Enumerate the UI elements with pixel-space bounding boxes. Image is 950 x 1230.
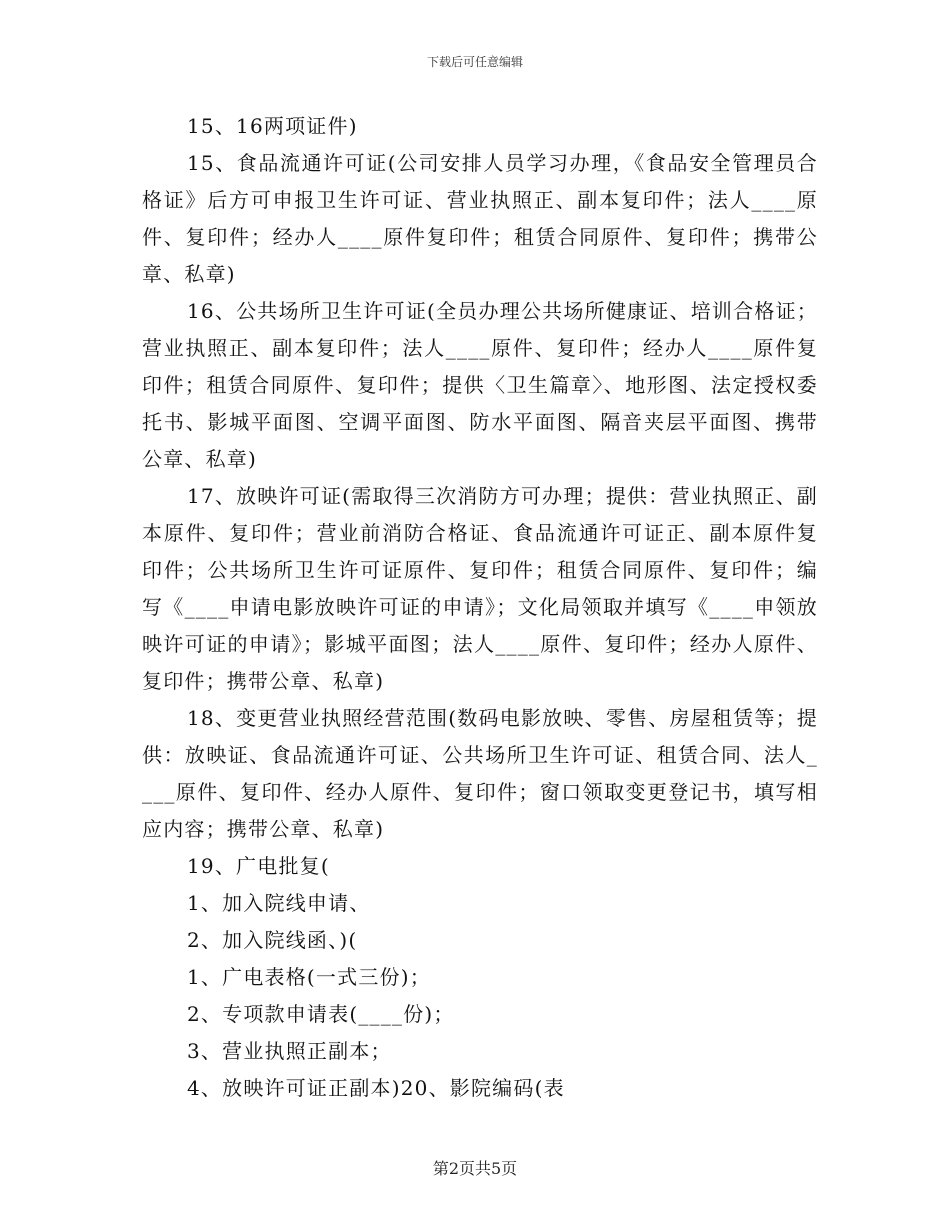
paragraph-4: 17、放映许可证(需取得三次消防方可办理；提供：营业执照正、副本原件、复印件；营业前消防合格证、食品流通许可证正、副本原件复印件；公共场所卫生许可证原件、复印件；租赁合同原件、复印件；编写《____申请电影放映许可证的申请》；文化局领取并填写《____申领放映许可证的申请》；影城平面图；法人____原件、复印件；经办人原件、复印件；携带公章、私章) [142, 484, 818, 693]
paragraph-1: 15、16两项证件) [187, 114, 358, 138]
paragraph-9: 1、广电表格(一式三份)； [187, 965, 431, 989]
paragraph-8: 2、加入院线函、)( [187, 928, 358, 952]
paragraph-7: 1、加入院线申请、 [187, 891, 371, 915]
paragraph-2: 15、食品流通许可证(公司安排人员学习办理，《食品安全管理员合格证》后方可申报卫生许可证、营业执照正、副本复印件；法人____原件、复印件；经办人____原件复印件；租赁合同原件、复印件；携带公章、私章) [142, 151, 818, 286]
paragraph-12: 4、放映许可证正副本)20、影院编码(表 [187, 1076, 565, 1100]
paragraph-11: 3、营业执照正副本； [187, 1039, 392, 1063]
page-header: 下载后可任意编辑 [426, 55, 523, 69]
paragraph-6: 19、广电批复( [187, 854, 330, 878]
paragraph-5: 18、变更营业执照经营范围(数码电影放映、零售、房屋租赁等；提供：放映证、食品流通许可证、公共场所卫生许可证、租赁合同、法人____原件、复印件、经办人原件、复印件；窗口领取变更登记书，填写相应内容；携带公章、私章) [142, 706, 818, 841]
paragraph-3: 16、公共场所卫生许可证(全员办理公共场所健康证、培训合格证；营业执照正、副本复印件；法人____原件、复印件；经办人____原件复印件；租赁合同原件、复印件；提供〈卫生篇章〉、地形图、法定授权委托书、影城平面图、空调平面图、防水平面图、隔音夹层平面图、携带公章、私章) [142, 299, 818, 471]
paragraph-10: 2、专项款申请表(____份)； [187, 1002, 455, 1026]
document-body [142, 108, 818, 1107]
page-footer: 第2页共5页 [432, 1159, 518, 1178]
